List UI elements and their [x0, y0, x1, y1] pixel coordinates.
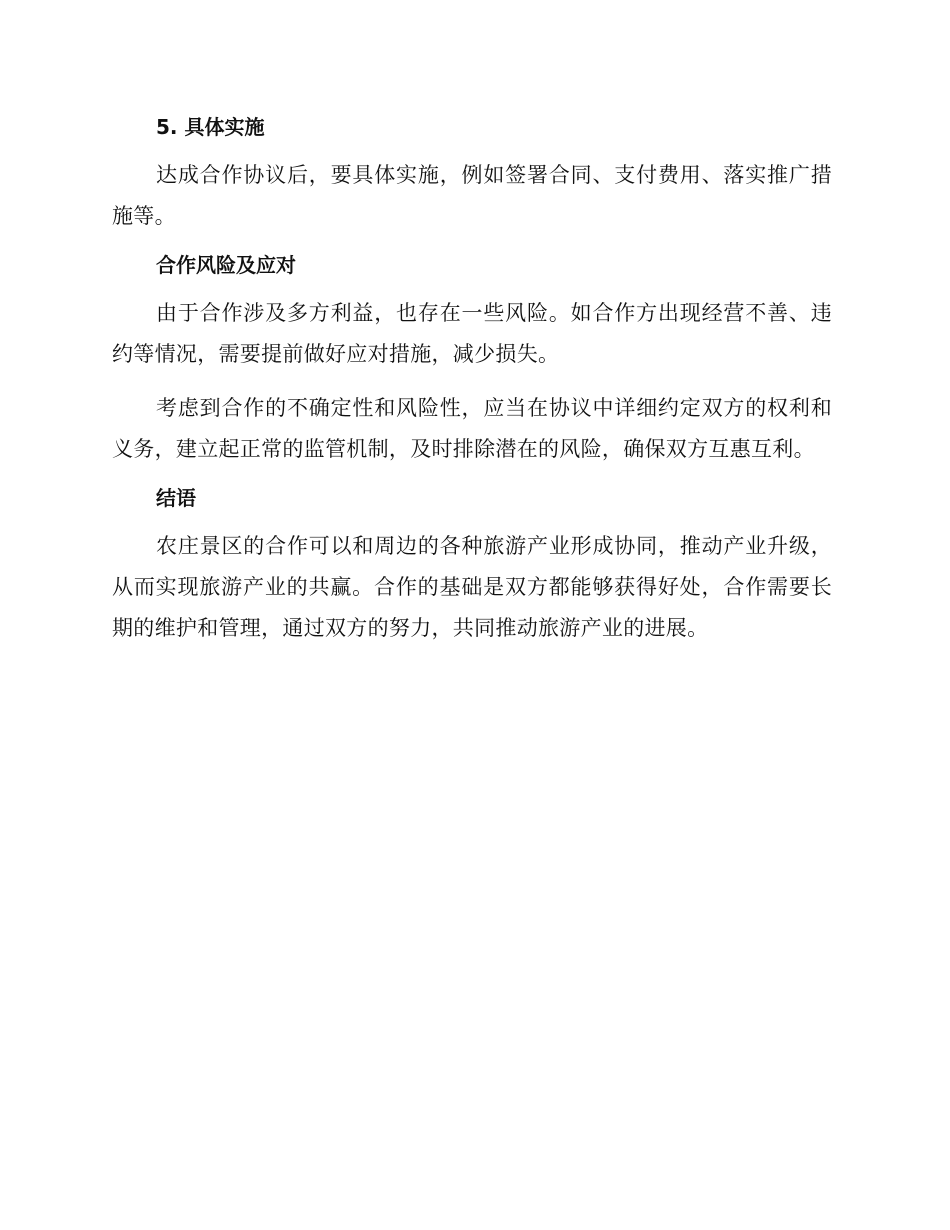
paragraph-risks-1: 由于合作涉及多方利益，也存在一些风险。如合作方出现经营不善、违约等情况，需要提前做好应对措施，减少损失。 [112, 301, 832, 366]
paragraph-risks-2: 考虑到合作的不确定性和风险性，应当在协议中详细约定双方的权利和义务，建立起正常的监管机制，及时排除潜在的风险，确保双方互惠互利。 [112, 396, 832, 461]
paragraph-implementation: 达成合作协议后，要具体实施，例如签署合同、支付费用、落实推广措施等。 [112, 163, 832, 228]
section-heading-risks: 合作风险及应对 [156, 253, 296, 277]
section-heading-conclusion: 结语 [156, 486, 196, 510]
document-page [112, 112, 832, 662]
section-heading-implementation: 5. 具体实施 [156, 115, 265, 139]
paragraph-conclusion: 农庄景区的合作可以和周边的各种旅游产业形成协同，推动产业升级，从而实现旅游产业的共赢。合作的基础是双方都能够获得好处，合作需要长期的维护和管理，通过双方的努力，共同推动旅游产业的进展。 [112, 534, 832, 640]
